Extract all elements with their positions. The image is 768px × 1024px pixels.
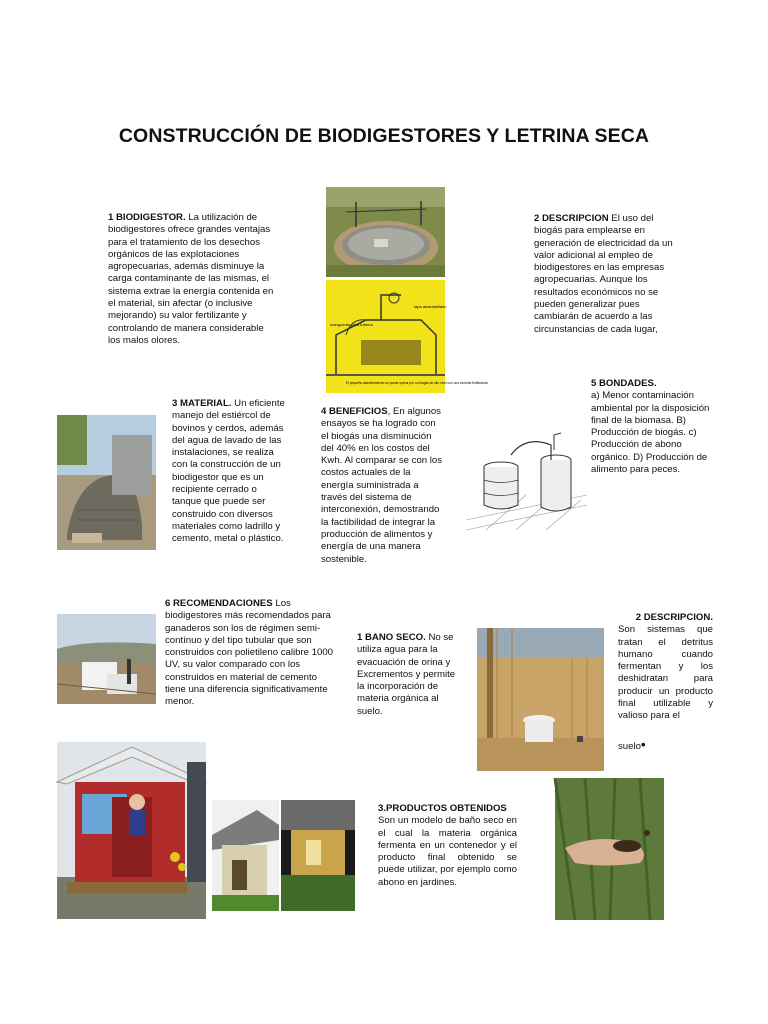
farm-tubular-biodigester-photo xyxy=(57,614,156,704)
section-heading: 5 BONDADES. xyxy=(591,378,657,389)
compost-hand-photo xyxy=(555,778,664,920)
section-heading: 1 BIODIGESTOR. xyxy=(108,212,186,223)
barrel-biodigester-drawing xyxy=(466,425,587,530)
biodigester-site-photo xyxy=(326,187,445,277)
section-productos xyxy=(378,803,517,889)
section-text: Los biodigestores más recomendados para ganaderos son los de régimen semi-contínuo y del tipo tubular que son construidos con polietileno calibre 1000 UV, su valor comparado con los construidos en material de cemento tiene una diferencia significativamente menor. xyxy=(165,598,333,708)
diagram-label: tapa alcantarillado xyxy=(414,304,447,309)
section-heading: 4 BENEFICIOS xyxy=(321,406,388,417)
bullet: • xyxy=(640,736,646,752)
section-heading: 2 DESCRIPCION. xyxy=(635,612,713,623)
section-text: No se utiliza agua para la evacuación de orina y Excrementos y permite la incorporación de materia orgánica al suelo. xyxy=(357,632,456,717)
section-bondades xyxy=(591,378,713,476)
section-material xyxy=(172,398,287,546)
tank-biodigester-photo xyxy=(57,415,156,550)
section-descripcion-biogas xyxy=(534,213,684,336)
section-text: Son un modelo de baño seco en el cual la materia orgánica fermenta en un contenedor y el producto final obtenido se puede utilizar, por ejemplo como abono en jardines. xyxy=(378,815,517,888)
dry-toilet-render-2 xyxy=(281,800,355,911)
section-heading: 6 RECOMENDACIONES xyxy=(165,598,273,609)
section-text: Un eficiente manejo del estiércol de bovinos y cerdos, además del agua de lavado de las instalaciones, se realiza con la construcción de un biodigestor que es un recipiente cerrado o tanque que puede ser construido con diversos materiales como ladrillo y cemento, metal o plástico. xyxy=(172,398,285,545)
section-text: La utilización de biodigestores ofrece grandes ventajas para el tratamiento de los desechos orgánicos de las explotaciones agropecuarias, además disminuye la carga contaminante de las mismas, el sistema extrae la energía contenida en el material, sin afectar (o inclusive mejorando) su valor fertilizante y controlando de manera considerable los malos olores. xyxy=(108,212,274,346)
section-descripcion-bano xyxy=(618,612,713,753)
dry-toilet-interior-photo xyxy=(477,628,604,771)
section-text: , En algunos ensayos se ha logrado con el biogás una disminución del 40% en los costos del Kwh. Al comparar se con los costos actuales de la energía suministrada a través del sistema de interconexión, demostrando la factibilidad de integrar la producción de alimentos y energía de una manera sostenible. xyxy=(321,406,443,565)
section-heading: 2 DESCRIPCION xyxy=(534,213,609,224)
section-text: Son sistemas que tratan el detritus humano cuando fermentan y los deshidratan para producir un producto final utilizable y valioso para el xyxy=(618,624,713,722)
section-biodigestor xyxy=(108,212,276,347)
dry-toilet-render-1 xyxy=(212,800,279,911)
outhouse-photo xyxy=(57,742,206,919)
section-text: El uso del biogás para emplearse en generación de electricidad da un valor adicional al empleo de biodigestores en las empresas agropecuarias. Aunque los resultados económicos no se pueden generalizar pues cambiarán de acuerdo a las circunstancias de cada lugar, xyxy=(534,213,673,335)
biodigester-diagram xyxy=(326,280,489,393)
section-heading: 3 MATERIAL. xyxy=(172,398,232,409)
section-heading: 3.PRODUCTOS OBTENIDOS xyxy=(378,803,507,814)
section-bano-seco xyxy=(357,632,462,718)
document-title: CONSTRUCCIÓN DE BIODIGESTORES Y LETRINA SECA xyxy=(118,125,650,147)
section-beneficios xyxy=(321,406,445,566)
section-heading: 1 BANO SECO. xyxy=(357,632,426,643)
section-recomendaciones xyxy=(165,598,339,709)
diagram-label: mangueras para tubería xyxy=(330,322,373,327)
section-text: a) Menor contaminación ambiental por la disposición final de la biomasa. B) Producción de biogás. c) Producción de abono orgánico. D) Producción de alimento para peces. xyxy=(591,390,710,476)
diagram-label: El pequeño abastecimiento se puede operar por un biogás de alto nivel con una correcta fertilización xyxy=(346,381,489,385)
section-text-tail: suelo xyxy=(618,740,641,752)
